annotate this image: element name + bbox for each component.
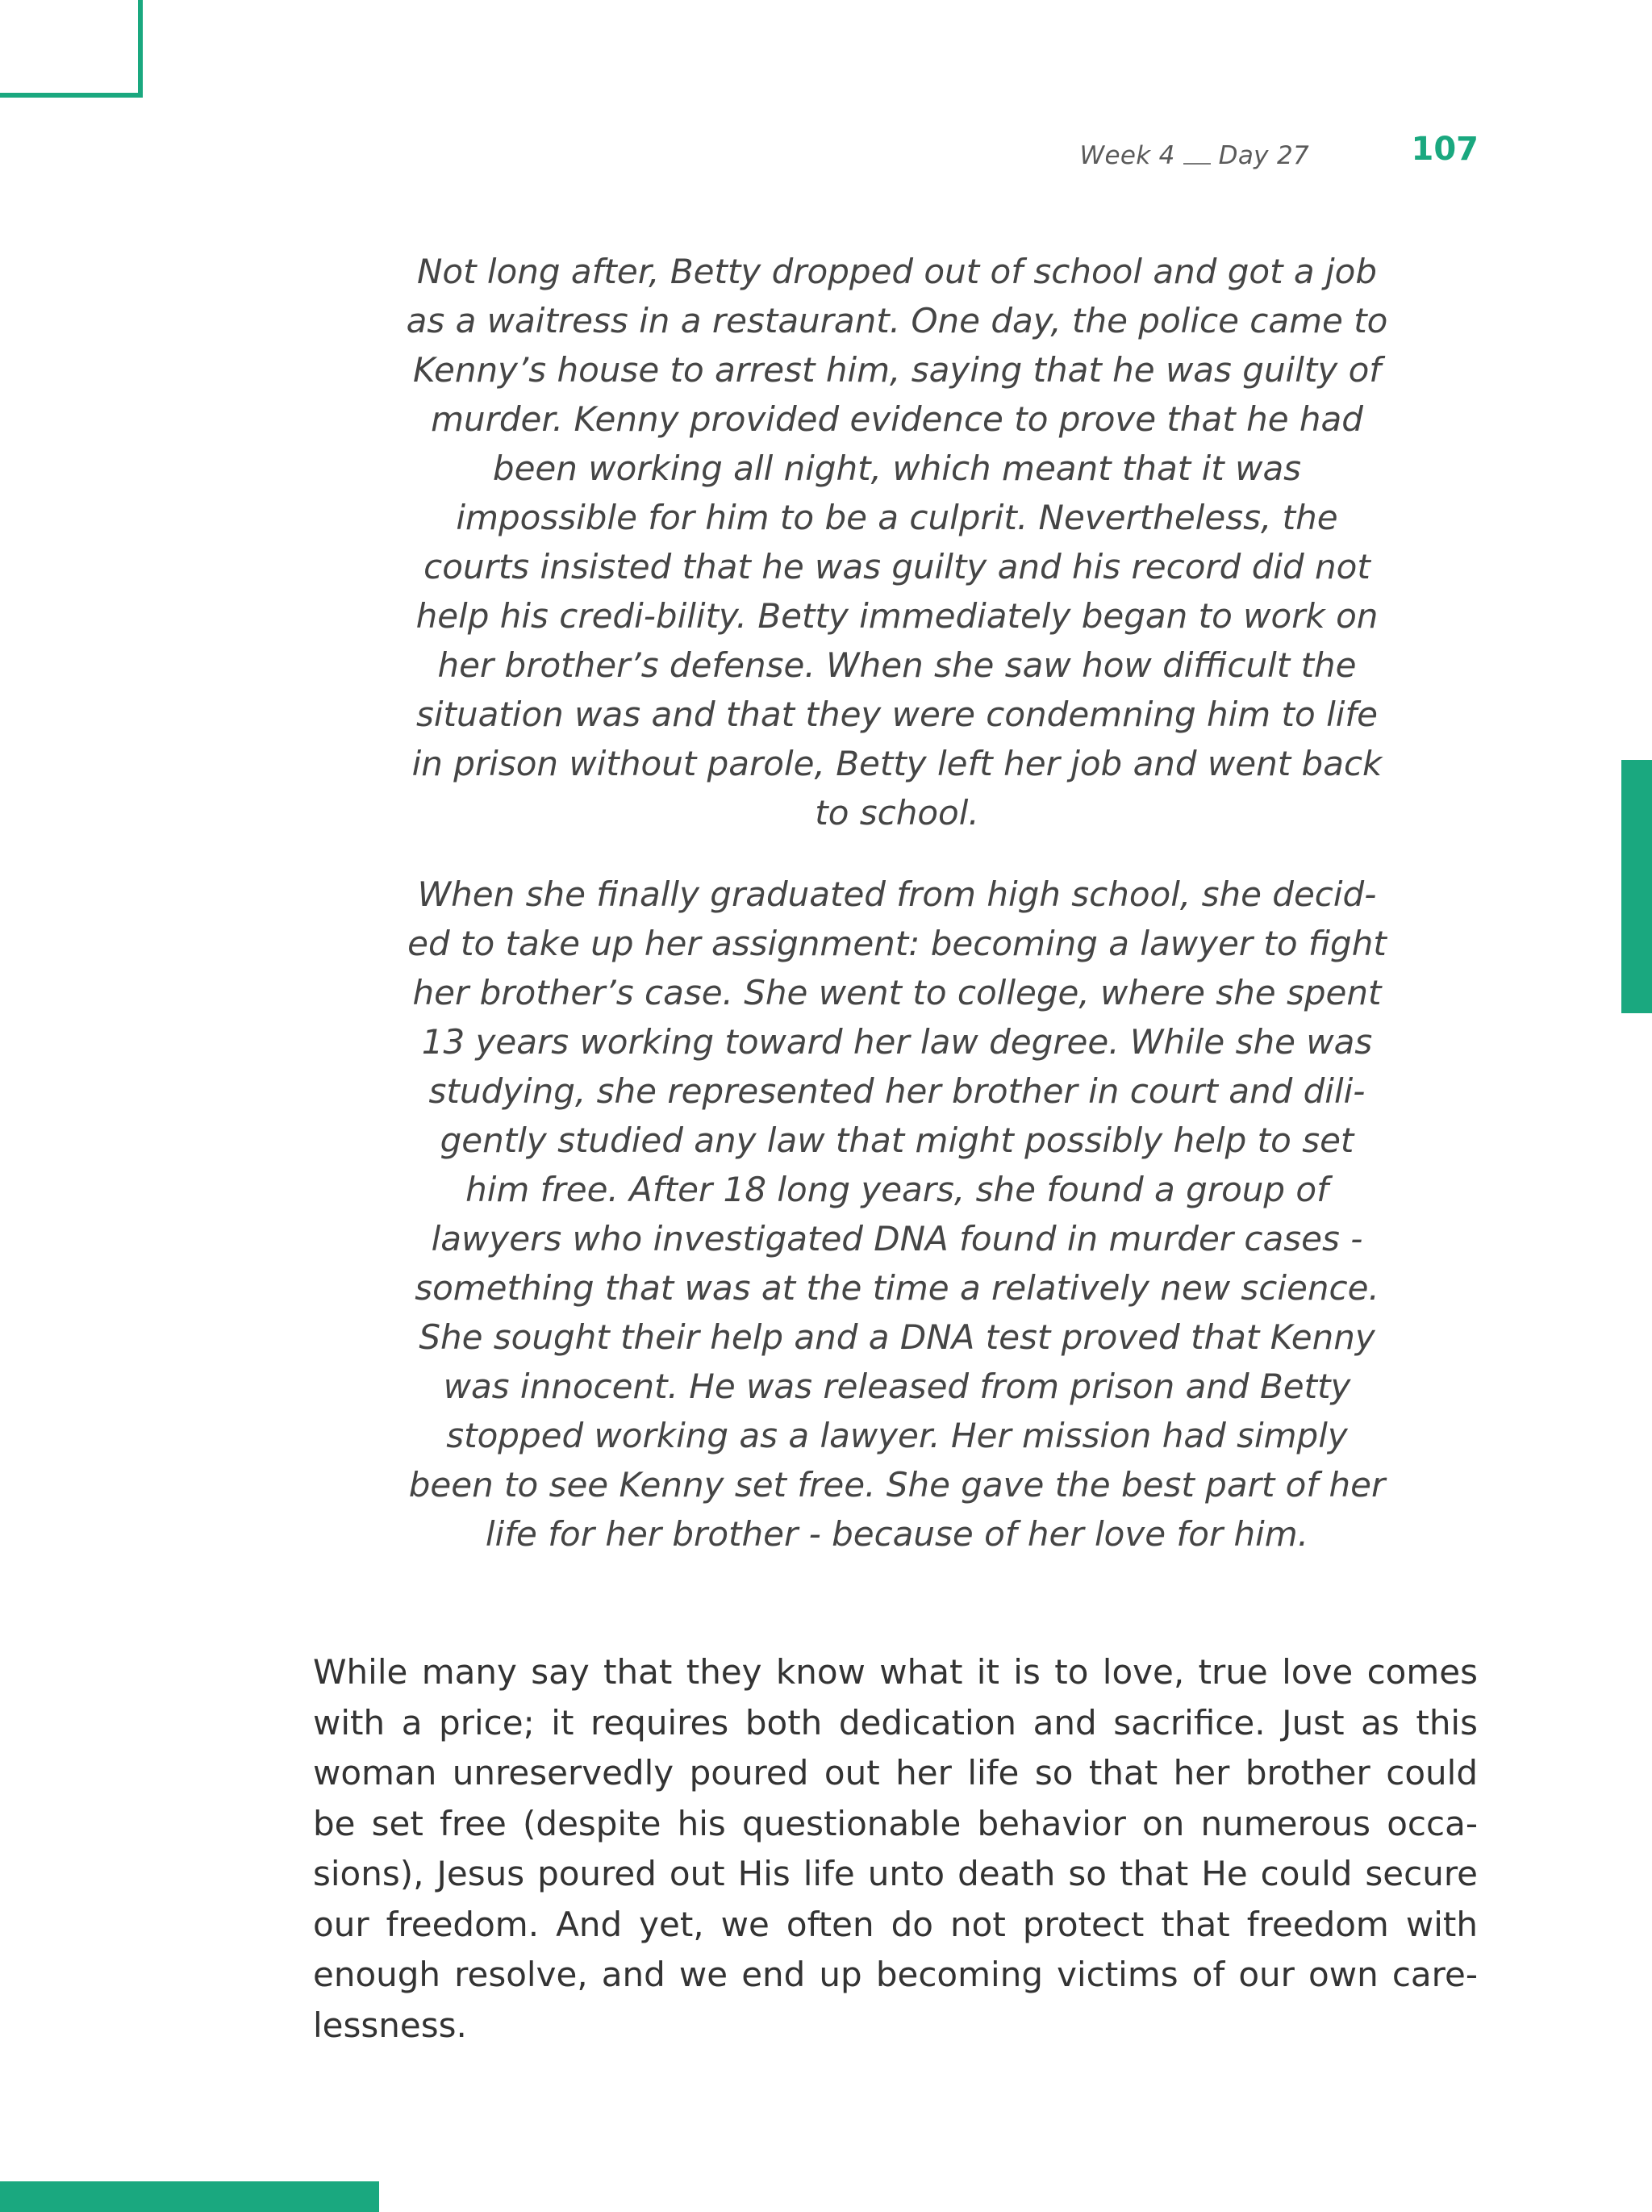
running-header xyxy=(1080,136,1309,176)
header-week: Week 4 xyxy=(1079,141,1175,170)
story-quote-paragraph: Not long after, Betty dropped out of school and got a job as a waitress in a restaurant. One day, the police came to Kenny’s house to arrest him, saying that he was guilty of murder. Kenny provided evidence to prove that he had been working all night, which meant that it was impossible for him to be a culprit. Nevertheless, the courts insisted that he was guilty and his record did not help his credi-bility. Betty immediately began to work on her brother’s defense. When she saw how difficult the situation was and that they were condemning him to life in prison without parole, Betty left her job and went back to school. xyxy=(406,252,1388,833)
header-separator xyxy=(1183,163,1211,165)
chapter-side-tab xyxy=(1621,760,1652,1013)
header-day: Day 27 xyxy=(1218,141,1309,170)
story-quote-paragraph: When she finally graduated from high school, she decid-ed to take up her assignment: becoming a lawyer to fight her brother’s case. She went to college, where she spent 13 years working toward her law degree. While she was studying, she represented her brother in court and dili-gently studied any law that might possibly help to set him free. After 18 long years, she found a group of lawyers who investigated DNA found in murder cases - something that was at the time a relatively new science. She sought their help and a DNA test proved that Kenny was innocent. He was released from prison and Betty stopped working as a lawyer. Her mission had simply been to see Kenny set free. She gave the best part of her life for her brother - because of her love for him. xyxy=(407,874,1387,1554)
page-number: 107 xyxy=(1411,131,1479,168)
footer-accent-bar xyxy=(0,2181,379,2212)
corner-frame-decoration xyxy=(0,0,143,98)
body-paragraph: While many say that they know what it is to love, true love comes with a price; it requires both dedication and sacrifice. Just as this woman unreservedly poured out her life so that her brother could be set free (despite his questionable behavior on numerous occa-sions), Jesus poured out His life unto death so that He could secure our freedom. And yet, we often do not protect that freedom with enough resolve, and we end up becoming victims of our own care-lessness. xyxy=(313,1652,1478,2045)
